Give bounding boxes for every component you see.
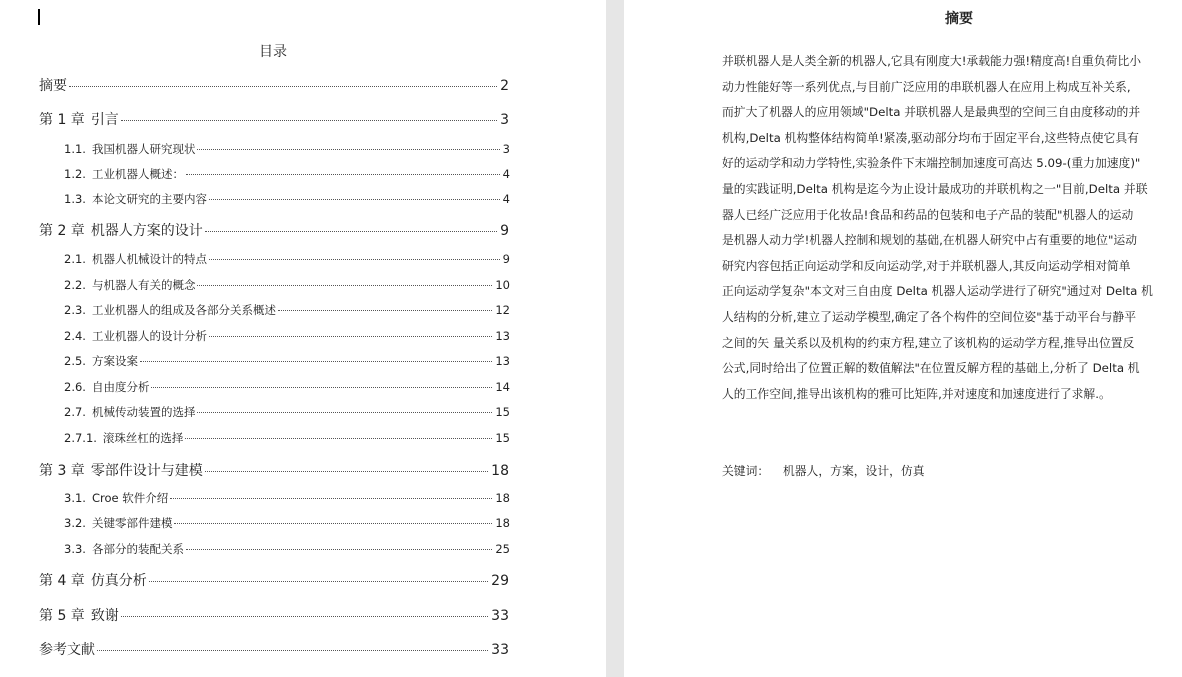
abstract-line: 是机器人动力学!机器人控制和规划的基础,在机器人研究中占有重要的地位"运动 [722,233,1138,248]
toc-page-number: 9 [502,252,510,266]
abstract-line: 好的运动学和动力学特性,实验条件下末端控制加速度可高达 5.09-(重力加速度)" [722,156,1141,171]
toc-page-number: 12 [495,303,510,317]
toc-entry-2-3[interactable] [64,302,510,318]
toc-entry-text: 致谢 [90,608,119,624]
toc-entry-text: 参考文献 [39,642,95,658]
toc-entry-text: 自由度分析 [91,380,150,394]
toc-entry-number: 2.5. [64,354,86,368]
toc-entry-text: 各部分的装配关系 [91,542,184,556]
toc-entry-text: 滚珠丝杠的选择 [102,431,184,445]
toc-entry-number: 2.6. [64,380,86,394]
toc-entry-number: 2.7. [64,405,86,419]
toc-entry-text: 工业机器人概述： [91,167,184,181]
toc-leader-dots [205,231,497,232]
toc-entry-3-1[interactable] [64,490,510,506]
toc-leader-dots [209,199,500,200]
toc-page-number: 14 [495,380,510,394]
toc-leader-dots [197,412,492,413]
toc-entry-3-3[interactable] [64,541,510,557]
toc-leader-dots [197,285,492,286]
keywords-label: 关键词： [722,464,770,478]
toc-entry-2-7[interactable] [64,404,510,420]
toc-entry-text: 与机器人有关的概念 [91,278,196,292]
toc-entry-number: 1.1. [64,142,86,156]
toc-entry-text: 机械传动装置的选择 [91,405,196,419]
toc-leader-dots [121,120,497,121]
toc-entry-1-2[interactable] [64,166,510,182]
toc-entry-2-6[interactable] [64,379,510,395]
abstract-line: 器人已经广泛应用于化妆品!食品和药品的包装和电子产品的装配"机器人的运动 [722,207,1134,222]
abstract-line: 之间的矢 量关系以及机构的约束方程,建立了该机构的运动学方程,推导出位置反 [722,335,1135,350]
toc-entry-number: 第 1 章 [39,112,85,128]
abstract-line: 而扩大了机器人的应用领域"Delta 并联机器人是最典型的空间三自由度移动的并 [722,105,1141,120]
toc-title: 目录 [259,44,287,60]
toc-leader-dots [186,549,492,550]
toc-entry-number: 第 3 章 [39,463,85,479]
abstract-line: 机构,Delta 机构整体结构简单!紧凑,驱动部分均布于固定平台,这些特点使它具有 [722,130,1139,145]
toc-page-number: 4 [502,167,510,181]
abstract-line: 人结构的分析,建立了运动学模型,确定了各个构件的空间位姿"基于动平台与静平 [722,309,1137,324]
toc-page-number: 10 [495,278,510,292]
toc-leader-dots [205,471,488,472]
toc-page-number: 13 [495,354,510,368]
toc-entry-2-1[interactable] [64,251,510,267]
toc-entry-text: 零部件设计与建模 [90,463,203,479]
toc-leader-dots [278,310,492,311]
toc-page-number: 33 [491,642,509,658]
toc-leader-dots [140,361,492,362]
toc-leader-dots [197,149,499,150]
toc-entry-1-1[interactable] [64,141,510,157]
toc-leader-dots [149,581,488,582]
toc-entry-number: 2.4. [64,329,86,343]
toc-page-number: 3 [502,142,510,156]
toc-entry-2-4[interactable] [64,328,510,344]
toc-entry-2-2[interactable] [64,277,510,293]
toc-entry-abstract[interactable] [39,75,509,95]
toc-entry-number: 第 4 章 [39,573,85,589]
toc-entry-number: 第 2 章 [39,223,85,239]
toc-entry-text: 引言 [90,112,119,128]
abstract-line: 并联机器人是人类全新的机器人,它具有刚度大!承载能力强!精度高!自重负荷比小 [722,54,1142,68]
toc-entry-number: 2.2. [64,278,86,292]
abstract-line: 人的工作空间,推导出该机构的雅可比矩阵,并对速度和加速度进行了求解.。 [722,386,1111,401]
toc-entry-text: 机器人机械设计的特点 [91,252,207,266]
toc-entry-chapter-5[interactable] [39,605,509,625]
toc-entry-text: 工业机器人的组成及各部分关系概述 [91,303,276,317]
toc-entry-number: 2.1. [64,252,86,266]
toc-leader-dots [97,650,488,651]
text-cursor [38,9,40,25]
toc-page-number: 33 [491,608,509,624]
toc-page-number: 13 [495,329,510,343]
toc-entry-number: 第 5 章 [39,608,85,624]
toc-page-number: 18 [495,516,510,530]
toc-entry-text: Croe 软件介绍 [91,491,169,505]
toc-leader-dots [121,616,488,617]
toc-page-number: 15 [495,431,510,445]
abstract-line: 公式,同时给出了位置正解的数值解法"在位置反解方程的基础上,分析了 Delta 机 [722,361,1140,376]
toc-page-number: 9 [500,223,509,239]
toc-page-number: 2 [500,78,509,94]
toc-entry-text: 方案设案 [91,354,138,368]
toc-leader-dots [186,174,500,175]
abstract-line: 量的实践证明,Delta 机构是迄今为止设计最成功的并联机构之一"目前,Delta 并联 [722,181,1148,196]
toc-entry-chapter-4[interactable] [39,570,509,590]
keywords-value: 机器人，方案，设计，仿真 [782,464,925,478]
toc-entry-chapter-1[interactable] [39,109,509,129]
toc-entry-chapter-3[interactable] [39,460,509,480]
toc-entry-text: 仿真分析 [90,573,147,589]
toc-page-number: 15 [495,405,510,419]
toc-entry-number: 3.2. [64,516,86,530]
abstract-line: 动力性能好等一系列优点,与目前广泛应用的串联机器人在应用上构成互补关系, [722,79,1131,94]
toc-leader-dots [174,523,492,524]
toc-leader-dots [69,86,497,87]
toc-entry-number: 3.3. [64,542,86,556]
toc-leader-dots [185,438,492,439]
toc-entry-1-3[interactable] [64,191,510,207]
keywords [722,462,925,479]
toc-entry-chapter-2[interactable] [39,220,509,240]
toc-entry-text: 关键零部件建模 [91,516,173,530]
toc-entry-text: 摘要 [39,78,67,94]
abstract-body [722,49,1182,407]
toc-entry-number: 3.1. [64,491,86,505]
abstract-line: 正向运动学复杂"本文对三自由度 Delta 机器人运动学进行了研究"通过对 Delta 机 [722,284,1153,299]
toc-leader-dots [151,387,492,388]
toc-leader-dots [170,498,492,499]
toc-entry-number: 2.7.1. [64,431,97,445]
toc-page-number: 25 [495,542,510,556]
toc-entry-number: 1.2. [64,167,86,181]
toc-entry-2-7-1[interactable] [64,430,510,446]
toc-leader-dots [209,336,492,337]
toc-entry-references[interactable] [39,639,509,659]
toc-entry-text: 本论文研究的主要内容 [91,192,207,206]
toc-entry-3-2[interactable] [64,515,510,531]
toc-entry-text: 工业机器人的设计分析 [91,329,207,343]
toc-page-number: 29 [491,573,509,589]
toc-entry-2-5[interactable] [64,353,510,369]
toc-page-number: 18 [495,491,510,505]
toc-entry-number: 2.3. [64,303,86,317]
abstract-title: 摘要 [945,11,973,27]
toc-entry-number: 1.3. [64,192,86,206]
toc-page-number: 3 [500,112,509,128]
abstract-line: 研究内容包括正向运动学和反向运动学,对于并联机器人,其反向运动学相对简单 [722,258,1131,273]
toc-leader-dots [209,259,500,260]
toc-entry-text: 我国机器人研究现状 [91,142,196,156]
toc-page-number: 18 [491,463,509,479]
document-page-abstract [624,0,1182,677]
toc-page-number: 4 [502,192,510,206]
toc-entry-text: 机器人方案的设计 [90,223,203,239]
